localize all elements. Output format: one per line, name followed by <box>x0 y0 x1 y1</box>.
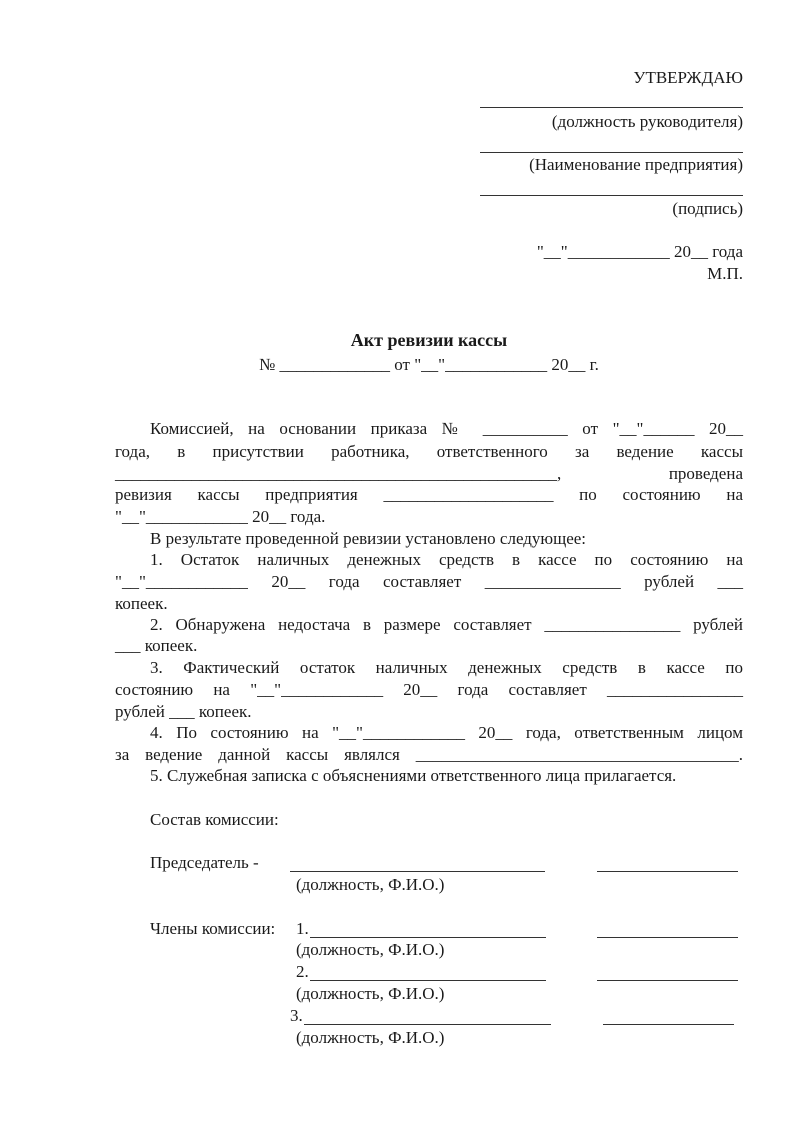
member-signature-line[interactable] <box>597 937 738 938</box>
body-line: "__"____________ 20__ года. <box>115 507 326 526</box>
member-signature-line[interactable] <box>597 980 738 981</box>
chair-signature-line[interactable] <box>597 871 738 872</box>
body-line: рублей ___ копеек. <box>115 702 252 721</box>
company-line[interactable] <box>480 152 743 153</box>
member-number: 2. <box>296 962 309 981</box>
body-line: 2. Обнаружена недостача в размере составляет ________________ рублей <box>150 615 743 634</box>
body-line: состоянию на "__"____________ 20__ года составляет ________________ <box>115 680 743 699</box>
approve-heading: УТВЕРЖДАЮ <box>633 68 743 87</box>
signature-caption: (подпись) <box>672 199 743 218</box>
chair-name-line[interactable] <box>290 871 545 872</box>
member-name-line[interactable] <box>304 1024 551 1025</box>
position-line[interactable] <box>480 107 743 108</box>
body-line: 4. По состоянию на "__"____________ 20__ года, ответственным лицом <box>150 723 743 742</box>
members-label: Члены комиссии: <box>150 919 276 938</box>
chair-caption: (должность, Ф.И.О.) <box>296 875 445 894</box>
body-line: В результате проведенной ревизии установлено следующее: <box>150 529 587 548</box>
body-line: Комиссией, на основании приказа № __________ от "__"______ 20__ <box>150 419 743 438</box>
member-name-line[interactable] <box>310 937 546 938</box>
body-line: года, в присутствии работника, ответственного за ведение кассы <box>115 442 743 461</box>
company-caption: (Наименование предприятия) <box>529 155 743 174</box>
body-line: ____________________________________________________, проведена <box>115 464 743 483</box>
approval-date[interactable]: "__"____________ 20__ года <box>536 242 743 261</box>
body-line: 5. Служебная записка с объяснениями ответственного лица прилагается. <box>150 766 677 785</box>
stamp-label: М.П. <box>707 264 743 283</box>
document-number-line[interactable]: № _____________ от "__"____________ 20__ г. <box>259 355 599 374</box>
member-caption: (должность, Ф.И.О.) <box>296 1028 445 1047</box>
chair-label: Председатель - <box>150 853 259 872</box>
member-number: 1. <box>296 919 309 938</box>
member-name-line[interactable] <box>310 980 546 981</box>
body-line: копеек. <box>115 594 168 613</box>
commission-heading: Состав комиссии: <box>150 810 279 829</box>
signature-line[interactable] <box>480 195 743 196</box>
member-signature-line[interactable] <box>603 1024 734 1025</box>
body-line: "__"____________ 20__ года составляет ________________ рублей ___ <box>115 572 743 591</box>
member-number: 3. <box>290 1006 303 1025</box>
document-title: Акт ревизии кассы <box>350 330 508 350</box>
body-line: за ведение данной кассы являлся ______________________________________. <box>115 745 743 764</box>
body-line: 1. Остаток наличных денежных средств в кассе по состоянию на <box>150 550 743 569</box>
body-line: ревизия кассы предприятия ____________________ по состоянию на <box>115 485 743 504</box>
member-caption: (должность, Ф.И.О.) <box>296 940 445 959</box>
member-caption: (должность, Ф.И.О.) <box>296 984 445 1003</box>
position-caption: (должность руководителя) <box>551 112 743 131</box>
body-line: 3. Фактический остаток наличных денежных средств в кассе по <box>150 658 743 677</box>
body-line: ___ копеек. <box>115 636 198 655</box>
